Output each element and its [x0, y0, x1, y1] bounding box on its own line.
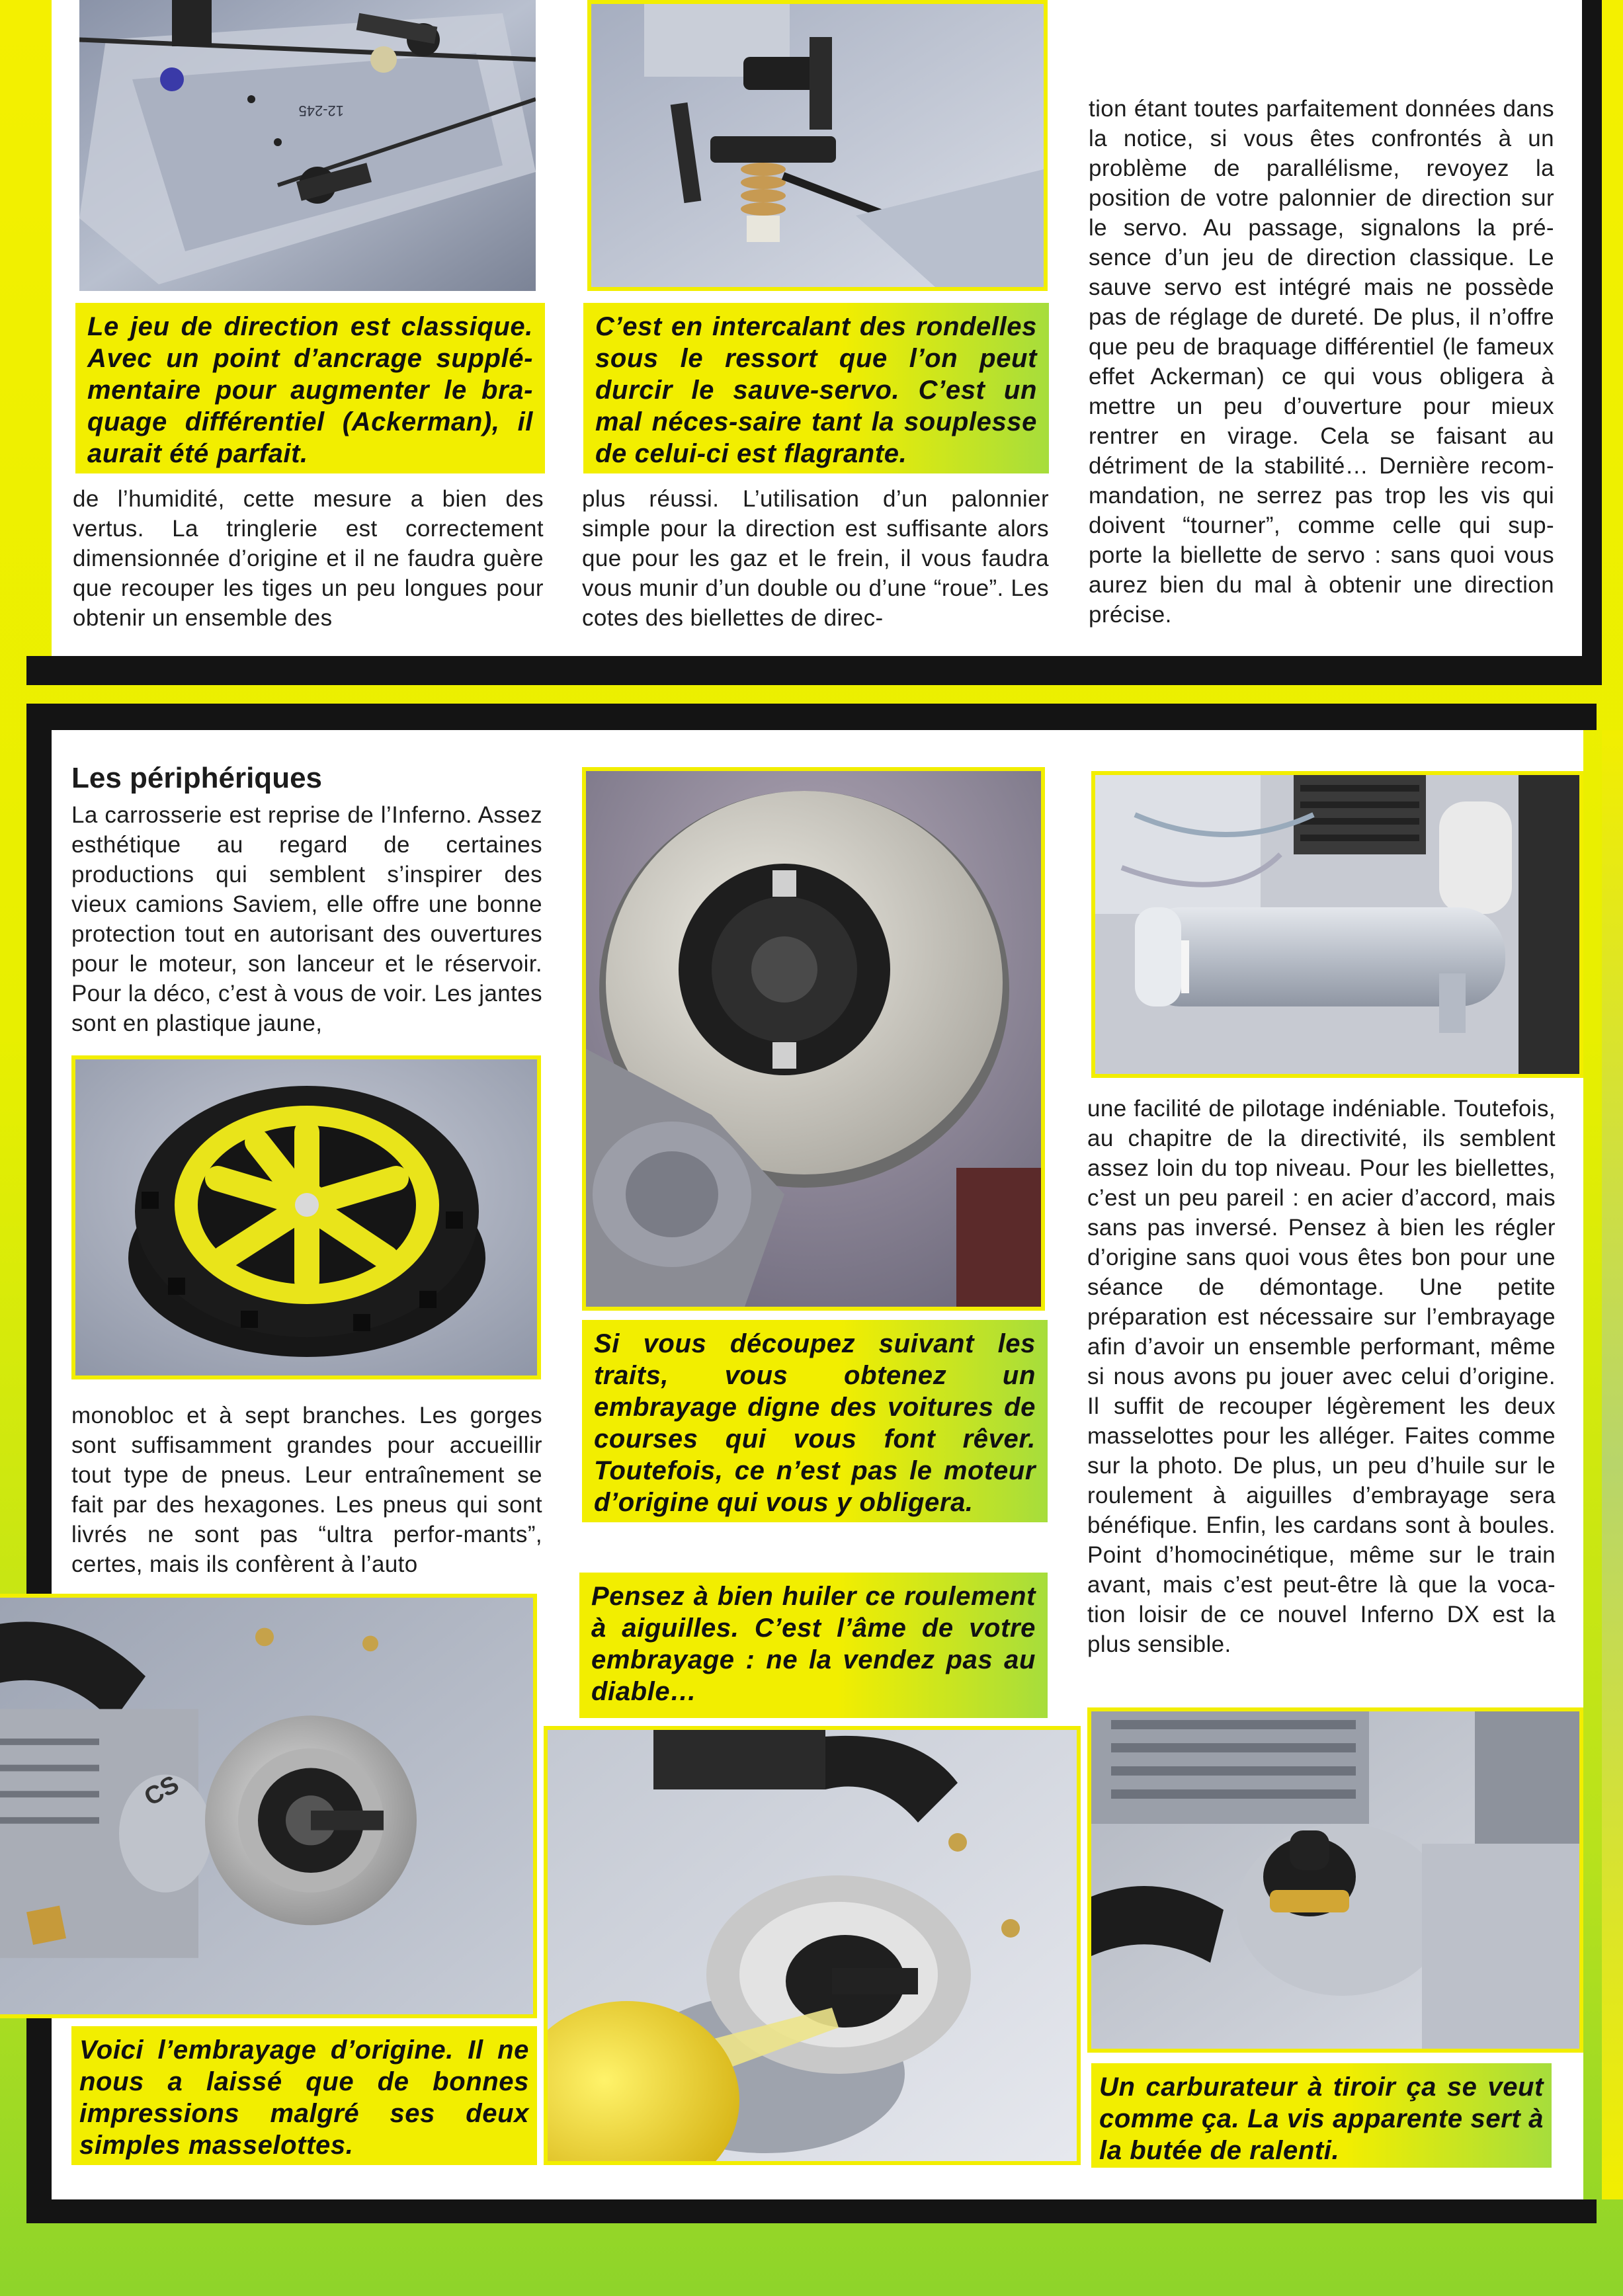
caption-servo-saver: C’est en intercalant des rondelles sous le ressort que l’on peut durcir le sauve-servo. C’est un mal néces-saire tant la souplesse de celui-ci est flagrante. [583, 303, 1049, 473]
engine-brand-label: CS [140, 1770, 184, 1812]
carburetor-photo [1087, 1707, 1583, 2053]
servo-saver-photo [587, 0, 1048, 291]
caption-stock-clutch: Voici l’embrayage d’origine. Il ne nous a laissé que de bonnes impressions malgré ses deux simples masselottes. [71, 2026, 537, 2165]
stock-clutch-photo [0, 1594, 537, 2018]
caption-steering-geometry: Le jeu de direction est classique. Avec un point d’ancrage supplé-mentaire pour augmenter le bra-quage différentiel (Ackerman), il aurait été parfait. [75, 303, 545, 473]
bottom-panel-top-border [26, 704, 1597, 730]
cut-clutch-photo [582, 767, 1045, 1311]
right-border-stripe [1582, 0, 1602, 685]
bearing-oiling-photo [544, 1726, 1081, 2165]
top-column-2-text: plus réussi. L’utilisation d’un palonnier simple pour la direction est suffisante alors que pour les gaz et le frein, il vous faudra vous munir d’un double ou d’une “roue”. Les cotes des biellettes de direc- [582, 486, 1049, 631]
caption-carburetor: Un carburateur à tiroir ça se veut comme ça. La vis apparente sert à la butée de ralenti. [1091, 2063, 1552, 2168]
bottom-column-1-text-a: La carrosserie est reprise de l’Inferno. Assez esthétique au regard de certaines productions qui semblent s’inspirer des vieux camions Saviem, elle offre une bonne protection tout en autorisant des ouvertures pour le moteur, son lanceur et le réservoir. Pour la déco, c’est à vous de voir. Les jantes sont en plastique jaune, [71, 802, 542, 1036]
section-heading-peripheriques: Les périphériques [71, 762, 323, 794]
caption-clutch-cut: Si vous découpez suivant les traits, vous obtenez un embrayage digne des voitures de courses qui vous font rêver. Toutefois, ce n’est pas le moteur d’origine qui vous y obligera. [582, 1320, 1048, 1522]
bottom-column-1-text-b: monobloc et à sept branches. Les gorges sont suffisamment grandes pour accueillir tout type de pneus. Leur entraînement se fait par des hexagones. Les pneus qui sont livrés ne sont pas “ultra perfor-mants”, certes, mais ils confèrent à l’auto [71, 1403, 542, 1577]
steering-linkage-photo [79, 0, 536, 291]
exhaust-pipe-photo [1091, 771, 1583, 1078]
top-column-1-text: de l’humidité, cette mesure a bien des vertus. La tringlerie est correctement dimensionnée d’origine et il ne faudra guère que recouper les tiges un peu longues pour obtenir un ensemble des [73, 486, 544, 631]
bottom-column-3-text: une facilité de pilotage indéniable. Toutefois, au chapitre de la directivité, ils semblent assez loin du top niveau. Pour les biellettes, c’est un peu pareil : en acier d’accord, mais sans pas inversé. Pensez à bien les régler d’origine sans quoi vous êtes bon pour une séance de démontage. Une petite préparation est nécessaire sur l’embrayage afin d’avoir un ensemble performant, même si nous avons pu jouer avec celui d’origine. Il suffit de recouper légèrement les deux masselottes pour les alléger. Faites comme sur la photo. De plus, un peu d’huile sur le roulement à aiguilles d’embrayage sera bénéfique. Enfin, les cardans sont à boules. Point d’homocinétique, même sur le train avant, mais c’est peut-être là que la voca-tion loisir de ce nouvel Inferno DX est la plus sensible. [1087, 1096, 1556, 1657]
top-column-3-text: tion étant toutes parfaitement données dans la notice, si vous êtes confrontés à un problème de parallélisme, revoyez la position de votre palonnier de direction sur le servo. Au passage, signalons la pré-sence d’un jeu de direction classique. Le sauve servo est intégré mais ne possède pas de réglage de dureté. De plus, il n’offre que peu de braquage différentiel (le fameux effet Ackerman) ce qui vous obligera à mettre un peu d’ouverture pour mieux rentrer en virage. Cela se faisant au détriment de la stabilité… Dernière recom-mandation, ne serrez pas trop les vis qui doivent “tourner”, comme celle qui sup-porte la biellette de servo : sans quoi vous aurez bien du mal à obtenir une direction précise. [1089, 96, 1554, 628]
chassis-plate-label: 12-245 [298, 102, 344, 119]
bottom-panel-bottom-border [26, 2199, 1597, 2223]
top-panel-bottom-border [26, 656, 1597, 685]
right-edge-decorative-strip [1602, 730, 1623, 2199]
caption-bearing-oil: Pensez à bien huiler ce roulement à aiguilles. C’est l’âme de votre embrayage : ne la vendez pas au diable… [579, 1573, 1048, 1718]
yellow-wheel-photo [71, 1055, 541, 1379]
